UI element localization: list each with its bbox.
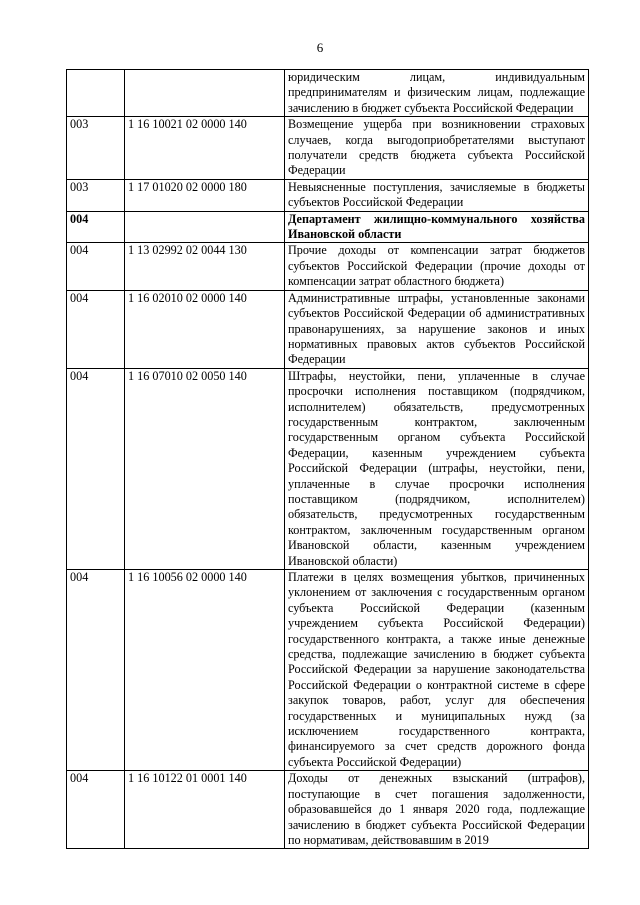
revenue-code-cell: [125, 70, 285, 117]
department-header-row: [67, 211, 589, 243]
admin-code-cell: 004: [67, 570, 125, 771]
page-number: 6: [316, 40, 324, 55]
admin-code-cell: 003: [67, 179, 125, 211]
revenue-code-cell: 1 16 02010 02 0000 140: [125, 290, 285, 368]
table-row: [67, 771, 589, 849]
revenue-code-cell: 1 16 10021 02 0000 140: [125, 117, 285, 180]
description-cell: Невыясненные поступления, зачисляемые в бюджеты субъектов Российской Федерации: [285, 179, 589, 211]
admin-code-cell: 003: [67, 117, 125, 180]
table-row: [67, 243, 589, 290]
description-cell: Штрафы, неустойки, пени, уплаченные в случае просрочки исполнения поставщиком (подрядчиком, исполнителем) обязательств, предусмотренных государственным контрактом, заключенным государственным органом субъекта Российской Федерации, казенным учреждением субъекта Российской Федерации (штрафы, неустойки, пени, уплаченные в случае просрочки исполнения поставщиком (подрядчиком, исполнителем) обязательств, предусмотренных государственным контрактом, заключенным государственным органом Ивановской области, казенным учреждением Ивановской области): [285, 368, 589, 569]
table-row: [67, 290, 589, 368]
admin-code-cell: 004: [67, 211, 125, 243]
table-row: [67, 117, 589, 180]
revenue-code-cell: 1 16 10122 01 0001 140: [125, 771, 285, 849]
admin-code-cell: 004: [67, 368, 125, 569]
admin-code-cell: 004: [67, 771, 125, 849]
admin-code-cell: 004: [67, 243, 125, 290]
description-cell: Доходы от денежных взысканий (штрафов), поступающие в счет погашения задолженности, образовавшейся до 1 января 2020 года, подлежащие зачислению в бюджет субъекта Российской Федерации по нормативам, действовавшим в 2019: [285, 771, 589, 849]
table-row: [67, 179, 589, 211]
revenue-table: [66, 69, 589, 849]
revenue-code-cell: 1 13 02992 02 0044 130: [125, 243, 285, 290]
table-row: [67, 570, 589, 771]
description-cell: Возмещение ущерба при возникновении страховых случаев, когда выгодоприобретателями выступают получатели средств бюджета субъекта Российской Федерации: [285, 117, 589, 180]
revenue-code-cell: 1 17 01020 02 0000 180: [125, 179, 285, 211]
revenue-code-cell: 1 16 10056 02 0000 140: [125, 570, 285, 771]
description-cell: юридическим лицам, индивидуальным предпринимателям и физическим лицам, подлежащие зачислению в бюджет субъекта Российской Федерации: [285, 70, 589, 117]
description-cell: Прочие доходы от компенсации затрат бюджетов субъектов Российской Федерации (прочие доходы от компенсации затрат областного бюджета): [285, 243, 589, 290]
description-cell: Платежи в целях возмещения убытков, причиненных уклонением от заключения с государственным органом субъекта Российской Федерации (казенным учреждением субъекта Российской Федерации) государственного контракта, а также иные денежные средства, подлежащие зачислению в бюджет субъекта Российской Федерации за нарушение законодательства Российской Федерации о контрактной системе в сфере закупок товаров, работ, услуг для обеспечения государственных и муниципальных нужд (за исключением государственного контракта, финансируемого за счет средств дорожного фонда субъекта Российской Федерации): [285, 570, 589, 771]
admin-code-cell: [67, 70, 125, 117]
department-name-cell: Департамент жилищно-коммунального хозяйства Ивановской области: [285, 211, 589, 243]
revenue-code-cell: [125, 211, 285, 243]
description-cell: Административные штрафы, установленные законами субъектов Российской Федерации об административных правонарушениях, за нарушение законов и иных нормативных правовых актов субъектов Российской Федерации: [285, 290, 589, 368]
revenue-code-cell: 1 16 07010 02 0050 140: [125, 368, 285, 569]
table-row: [67, 70, 589, 117]
admin-code-cell: 004: [67, 290, 125, 368]
table-row: [67, 368, 589, 569]
